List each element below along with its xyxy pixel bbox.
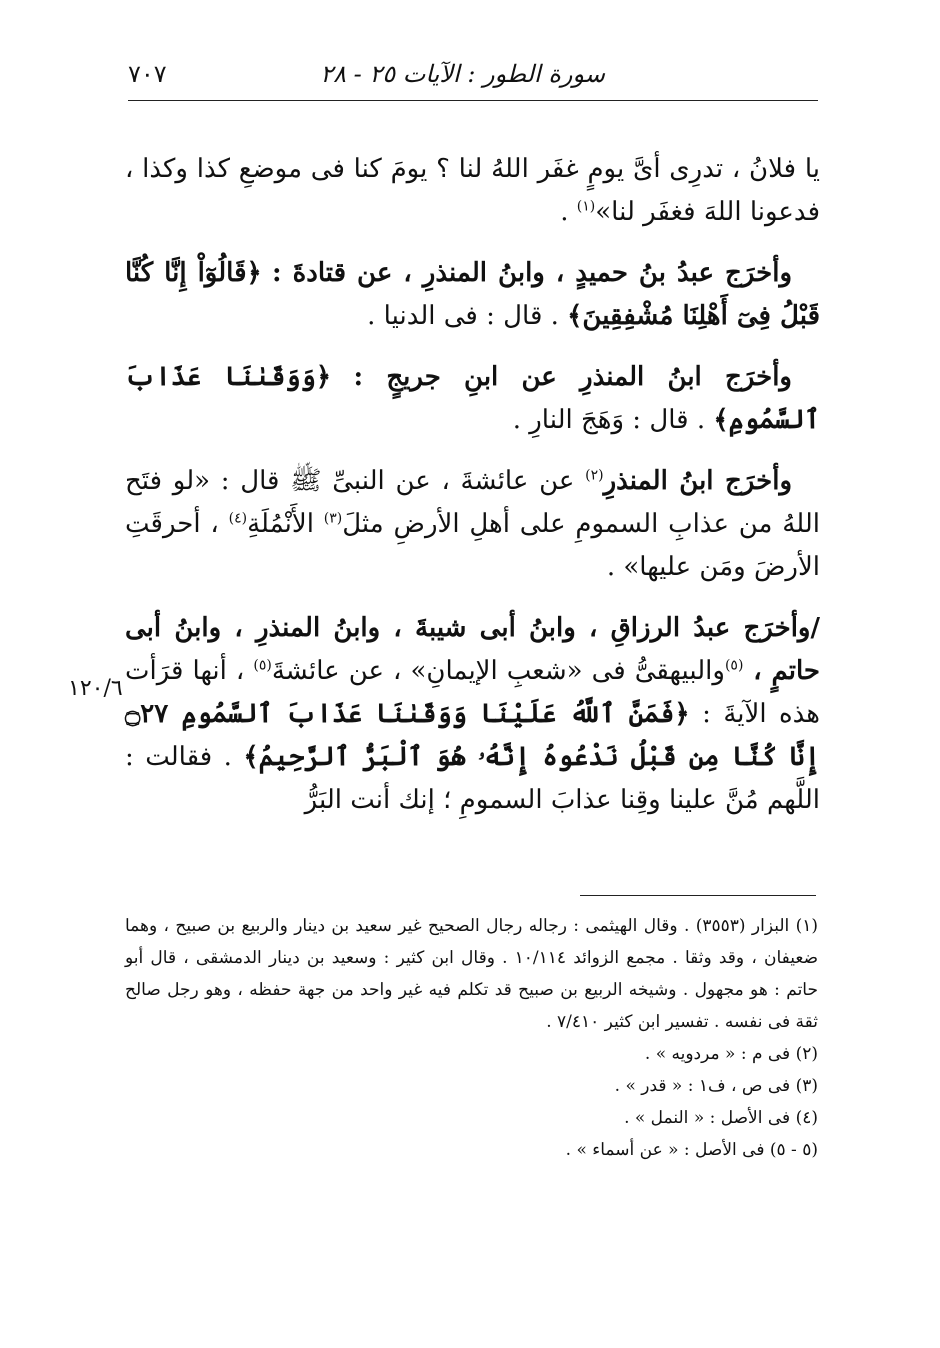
- running-head: سورة الطور : الآيات ٢٥ - ٢٨: [320, 60, 605, 88]
- footnotes: [125, 910, 818, 1166]
- footnote-ref-4: (٤): [228, 510, 248, 527]
- quran-verse-3: ﴿فَمَنَّ ٱللَّهُ عَلَيْنَا وَوَقَىٰنَا عَذَابَ ٱلسَّمُومِ ۝٢٧ إِنَّا كُنَّا مِن قَبْلُ نَدْعُوهُ إِنَّهُۥ هُوَ ٱلْبَرُّ ٱلرَّحِيمُ﴾: [125, 699, 820, 772]
- p4-text-d: ، أحرقَتِ الأرضَ ومَن عليها» .: [125, 509, 820, 582]
- quran-verse-1: ﴿قَالُوٓاْ إِنَّا كُنَّا قَبْلُ فِىٓ أَهْلِنَا مُشْفِقِينَ﴾: [125, 258, 820, 331]
- footnote-ref-5a: (٥): [724, 657, 744, 674]
- header-rule: [128, 100, 818, 101]
- page-number: ٧٠٧: [128, 60, 167, 88]
- footnote-separator: [580, 895, 816, 896]
- footnote-1: (١) البزار (٣٥٥٣) . وقال الهيثمى : رجاله رجال الصحيح غير سعيد بن دينار والربيع بن صبيح ، وهما ضعيفان ، وقد وثقا . مجمع الزوائد ١٠/١١٤ . وقال ابن كثير : وسعيد بن دينار الدمشقى ، قال أبو حاتم : هو مجهول . وشيخه الربيع بن صبيح قد تكلم فيه غير واحد من جهة حفظه ، وهو رجل صالح ثقة فى نفسه . تفسير ابن كثير ٧/٤١٠ .: [125, 916, 819, 1032]
- p5-text-a: /وأخرَج عبدُ الرزاقِ ، وابنُ أبى شيبةَ ، وابنُ المنذرِ ، وابنُ أبى حاتمٍ ،: [125, 613, 820, 686]
- paragraph-2: [125, 252, 820, 338]
- margin-reference: ١٢٠/٦: [68, 676, 123, 701]
- footnote-4: (٤) فى الأصل : « النمل » .: [624, 1108, 818, 1128]
- p5-text-c: ، أنها قرَأت هذه الآيةَ :: [125, 656, 821, 729]
- p2-text-a: وأخرَج عبدُ بنُ حميدٍ ، وابنُ المنذرِ ، عن قتادةَ :: [272, 258, 793, 288]
- paragraph-5: [125, 607, 820, 822]
- p1-text: يا فلانُ ، تدرِى أىَّ يومٍ غفَر اللهُ لنا ؟ يومَ كنا فى موضعِ كذا وكذا ، فدعونا اللهَ فغفَر لنا»: [125, 154, 820, 227]
- footnote-ref-1: (١): [576, 198, 596, 215]
- paragraph-1: [125, 148, 820, 234]
- footnote-5: (٥ - ٥) فى الأصل : « عن أسماء » .: [565, 1140, 818, 1160]
- footnote-3: (٣) فى ص ، ف١ : « قدر » .: [614, 1076, 818, 1096]
- footnote-2: (٢) فى م : « مردويه » .: [644, 1044, 818, 1064]
- main-text: [125, 148, 820, 822]
- p2-text-b: . قال : فى الدنيا .: [367, 301, 568, 331]
- footnote-ref-5b: (٥): [253, 657, 272, 674]
- p3-text-b: . قال : وَهَجَ النارِ .: [512, 405, 714, 435]
- p4-text-c: الأَنْمُلَةِ: [247, 509, 324, 539]
- footnote-ref-2: (٢): [585, 467, 604, 484]
- p5-text-d: . فقالت : اللَّهم مُنَّ علينا وقِنا عذابَ السمومِ ؛ إنك أنت البَرُّ: [125, 742, 820, 815]
- p3-text-a: وأخرَج ابنُ المنذرِ عن ابنِ جريجٍ :: [353, 362, 792, 392]
- p4-text-b: عن عائشةَ ، عن النبىِّ ﷺ قال : «لو فتَح اللهُ من عذابِ السمومِ على أهلِ الأرضِ مثلَ: [125, 466, 820, 539]
- paragraph-4: [125, 460, 820, 589]
- p4-text-a: وأخرَج ابنُ المنذرِ: [603, 466, 793, 496]
- paragraph-3: [125, 356, 820, 442]
- footnote-ref-3: (٣): [323, 510, 343, 527]
- p5-text-b: والبيهقىُّ فى «شعبِ الإيمانِ» ، عن عائشةَ: [271, 656, 725, 686]
- p1-end: .: [560, 197, 577, 227]
- quran-verse-2: ﴿وَوَقَىٰنَا عَذَابَ ٱلسَّمُومِ﴾: [125, 362, 820, 435]
